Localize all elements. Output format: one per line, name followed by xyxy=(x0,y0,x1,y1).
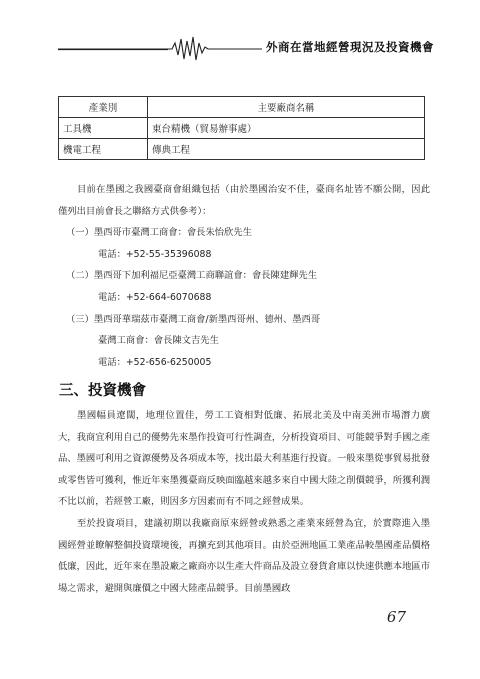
section-body xyxy=(58,405,430,599)
association-block xyxy=(58,179,430,373)
header-title: 外商在當地經營現況及投資機會 xyxy=(266,40,434,54)
page-number: 67 xyxy=(386,608,406,626)
table-cell-industry: 機電工程 xyxy=(59,139,148,160)
table-cell-industry: 工具機 xyxy=(59,118,148,139)
table-header-row xyxy=(59,97,425,118)
table-header-industry: 產業別 xyxy=(59,97,148,118)
association-item-name: （二）墨西哥下加利福尼亞臺灣工商聯誼會：會長陳建輝先生 xyxy=(66,270,318,282)
association-item-line: 電話：+52-656-6250005 xyxy=(98,356,212,368)
section-title: 三、投資機會 xyxy=(59,383,146,399)
association-item-line: 電話：+52-664-6070688 xyxy=(98,291,212,303)
table-header-companies: 主要廠商名稱 xyxy=(148,97,425,118)
industry-table xyxy=(58,96,425,160)
page-header xyxy=(0,34,480,64)
association-item-line: 臺灣工商會：會長陳文吉先生 xyxy=(98,335,219,347)
table-row xyxy=(59,118,425,139)
table-row xyxy=(59,139,425,160)
table-cell-company: 東台精機（貿易辦事處） xyxy=(148,118,425,139)
association-item-name: （一）墨西哥市臺灣工商會：會長朱怡欣先生 xyxy=(66,227,252,239)
section-paragraph: 至於投資項目，建議初期以我廠商原來經營或熟悉之產業來經營為宜，於實際進入墨國經營並瞭解整個投資環境後，再擴充到其他項目。由於亞洲地區工業產品較墨國產品價格低廉，因此，近年來在墨設廠之廠商亦以生產大件商品及設立發貨倉庫以快速供應本地區市場之需求，避開與廉價之中國大陸產品競爭。目前墨國政 xyxy=(58,517,430,594)
table-cell-company: 傳典工程 xyxy=(148,139,425,160)
section-paragraph: 墨國幅員遼闊，地理位置佳，勞工工資相對低廉、拓展北美及中南美洲市場潛力廣大，我商宜利用自己的優勢先來墨作投資可行性調查，分析投資項目、可能競爭對手國之產品、墨國可利用之資源優勢及各項成本等，找出最大利基進行投資。一般來墨從事貿易批發或零售皆可獲利，惟近年來墨獲臺商反映面臨越來越多來自中國大陸之削價競爭，所獲利潤不比以前，若經營工廠，則因多方因素而有不同之經營成果。 xyxy=(58,410,430,508)
association-item-line: 電話：+52-55-35396088 xyxy=(98,248,212,260)
association-item-name: （三）墨西哥華瑞茲市臺灣工商會/新墨西哥州、德州、墨西哥 xyxy=(66,313,321,325)
association-intro: 目前在墨國之我國臺商會組織包括（由於墨國治安不佳，臺商名址皆不願公開，因此僅列出目前會長之聯絡方式供參考）： xyxy=(58,184,430,217)
